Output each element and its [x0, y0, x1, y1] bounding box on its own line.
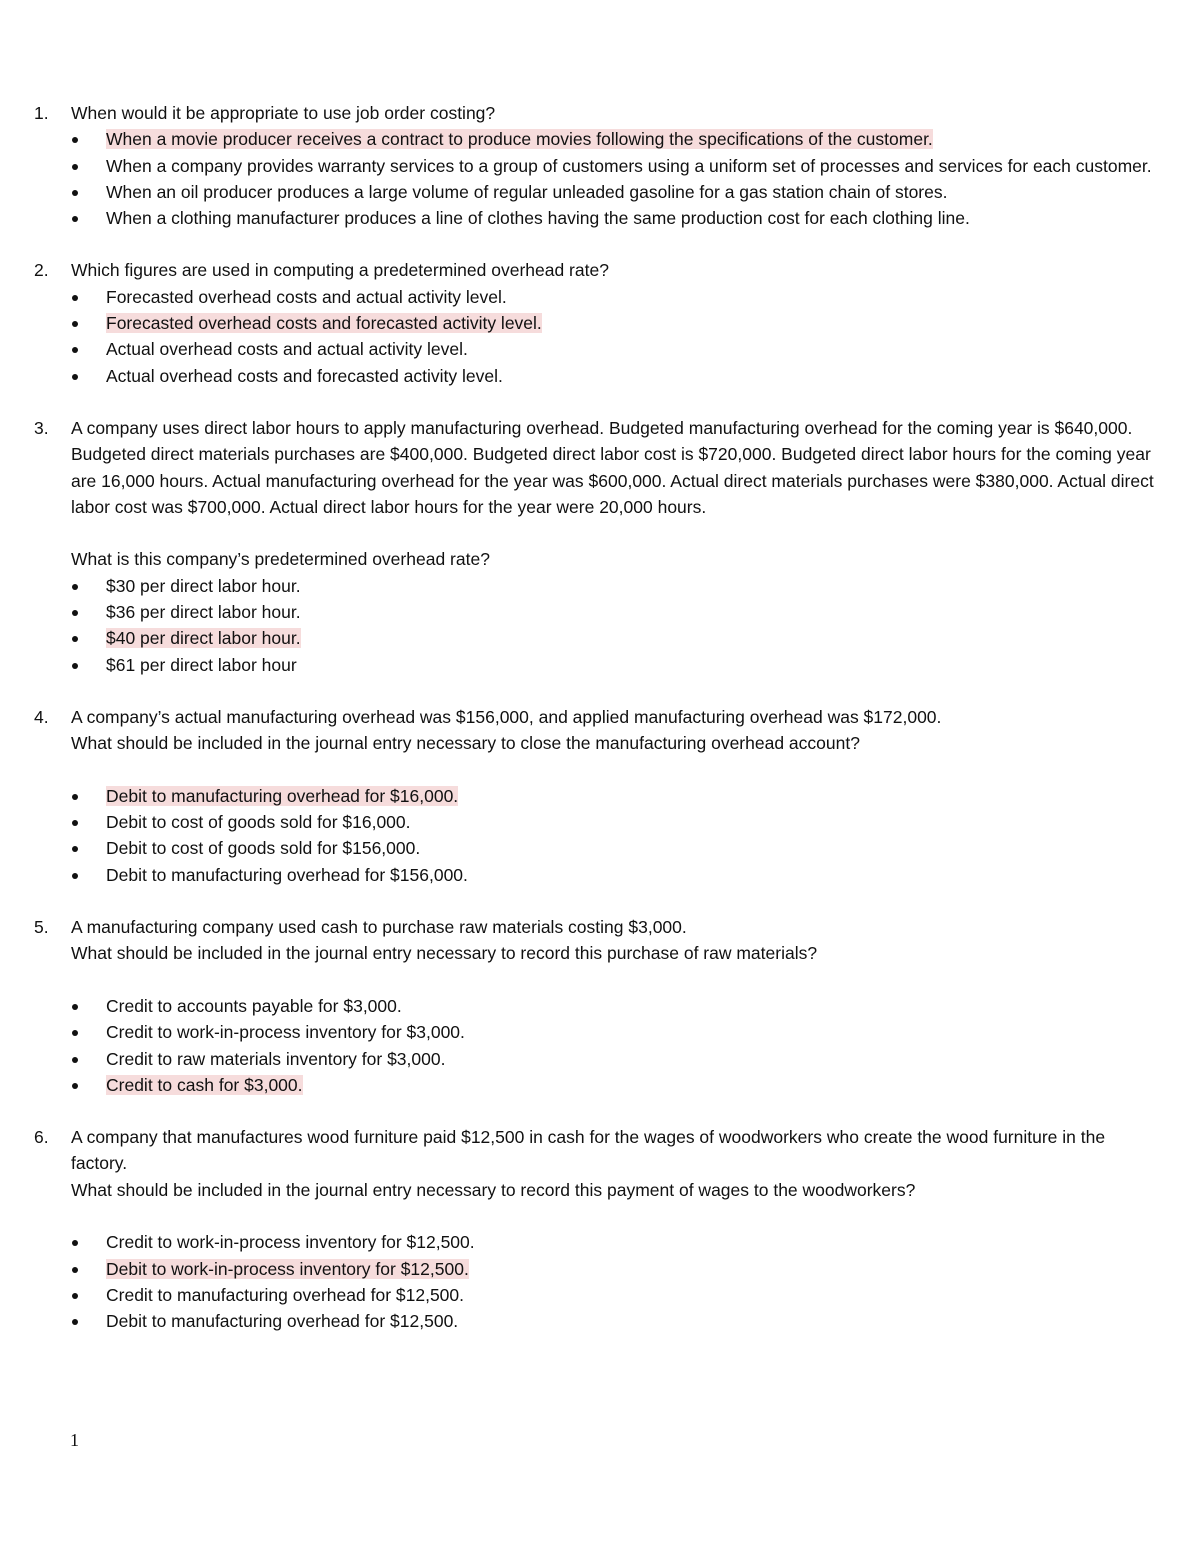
- option-text: Debit to work-in-process inventory for $12,500.: [106, 1258, 469, 1279]
- bullet-icon: [72, 610, 78, 616]
- option-text: Credit to raw materials inventory for $3,000.: [106, 1048, 446, 1069]
- bullet-icon: [72, 794, 78, 800]
- option-text: $30 per direct labor hour.: [106, 575, 301, 596]
- question-number: 1.: [34, 103, 49, 123]
- bullet-icon: [72, 164, 78, 170]
- option-item: [71, 599, 1154, 625]
- option-item: [71, 1256, 1154, 1282]
- question-prompt: What should be included in the journal entry necessary to close the manufacturing overhead account?: [71, 733, 860, 754]
- option-text: Credit to accounts payable for $3,000.: [106, 995, 402, 1016]
- page-number: 1: [70, 1430, 79, 1450]
- option-text: Credit to cash for $3,000.: [106, 1074, 303, 1095]
- option-list: [71, 573, 1154, 678]
- bullet-icon: [72, 1240, 78, 1246]
- option-item: [71, 284, 1154, 310]
- question-list: [34, 100, 1154, 1360]
- option-list: [71, 993, 1154, 1098]
- option-item: [71, 1282, 1154, 1308]
- bullet-icon: [72, 321, 78, 327]
- option-text: Credit to work-in-process inventory for $3,000.: [106, 1022, 465, 1043]
- bullet-icon: [72, 663, 78, 669]
- option-item: [71, 310, 1154, 336]
- question-text: A company that manufactures wood furniture paid $12,500 in cash for the wages of woodworkers who create the wood furniture in the factory.: [71, 1127, 1106, 1174]
- option-item: [71, 336, 1154, 362]
- option-item: [71, 1046, 1154, 1072]
- option-text: $61 per direct labor hour: [106, 654, 297, 675]
- question-text: Which figures are used in computing a predetermined overhead rate?: [71, 260, 609, 281]
- bullet-icon: [72, 1293, 78, 1299]
- option-text: Credit to manufacturing overhead for $12,500.: [106, 1284, 464, 1305]
- bullet-icon: [72, 190, 78, 196]
- option-list: [71, 284, 1154, 389]
- question-prompt: What is this company’s predetermined overhead rate?: [71, 549, 490, 570]
- option-text: Credit to work-in-process inventory for $12,500.: [106, 1232, 475, 1253]
- option-list: [71, 783, 1154, 888]
- option-text: When a movie producer receives a contract to produce movies following the specifications of the customer.: [106, 129, 933, 150]
- option-item: [71, 783, 1154, 809]
- option-item: [71, 809, 1154, 835]
- option-text: When a clothing manufacturer produces a line of clothes having the same production cost for each clothing line.: [106, 208, 970, 229]
- bullet-icon: [72, 846, 78, 852]
- question-number: 5.: [34, 917, 49, 938]
- option-text: When a company provides warranty services to a group of customers using a uniform set of processes and services for each customer.: [106, 155, 1152, 176]
- option-text: Forecasted overhead costs and forecasted activity level.: [106, 313, 542, 334]
- option-text: Debit to cost of goods sold for $16,000.: [106, 812, 411, 833]
- option-item: [71, 1308, 1154, 1334]
- bullet-icon: [72, 137, 78, 143]
- question-3: [34, 415, 1154, 678]
- option-text: Actual overhead costs and actual activity level.: [106, 339, 468, 360]
- option-item: [71, 1019, 1154, 1045]
- bullet-icon: [72, 1083, 78, 1089]
- option-text: Debit to manufacturing overhead for $156,000.: [106, 864, 468, 885]
- question-text: A company uses direct labor hours to apply manufacturing overhead. Budgeted manufacturing overhead for the coming year is $640,000. Budgeted direct materials purchases are $400,000. Budgeted direct labor cost is $720,000. Budgeted direct labor hours for the coming year are 16,000 hours. Actual manufacturing overhead for the year was $600,000. Actual direct materials purchases were $380,000. Actual direct labor cost was $700,000. Actual direct labor hours for the year were 20,000 hours.: [71, 417, 1154, 517]
- question-number: 3.: [34, 417, 49, 438]
- option-item: [71, 652, 1154, 678]
- question-prompt: What should be included in the journal entry necessary to record this payment of wages to the woodworkers?: [71, 1179, 916, 1200]
- option-text: $36 per direct labor hour.: [106, 602, 301, 623]
- bullet-icon: [72, 1030, 78, 1036]
- option-text: Debit to manufacturing overhead for $12,500.: [106, 1311, 459, 1332]
- bullet-icon: [72, 1057, 78, 1063]
- bullet-icon: [72, 820, 78, 826]
- option-item: [71, 993, 1154, 1019]
- option-item: [71, 862, 1154, 888]
- question-6: [34, 1124, 1154, 1334]
- question-text: When would it be appropriate to use job order costing?: [71, 103, 496, 123]
- question-number: 4.: [34, 706, 49, 727]
- option-text: Actual overhead costs and forecasted activity level.: [106, 365, 503, 386]
- question-text: A company’s actual manufacturing overhead was $156,000, and applied manufacturing overhead was $172,000.: [71, 706, 942, 727]
- bullet-icon: [72, 1319, 78, 1325]
- question-2: [34, 257, 1154, 388]
- bullet-icon: [72, 374, 78, 380]
- option-item: [71, 153, 1154, 179]
- bullet-icon: [72, 295, 78, 301]
- option-item: [71, 205, 1154, 231]
- option-item: [71, 179, 1154, 205]
- option-list: [71, 1229, 1154, 1334]
- option-text: $40 per direct labor hour.: [106, 628, 301, 649]
- option-text: Debit to manufacturing overhead for $16,000.: [106, 785, 459, 806]
- option-text: Forecasted overhead costs and actual activity level.: [106, 286, 507, 307]
- bullet-icon: [72, 347, 78, 353]
- option-item: [71, 835, 1154, 861]
- question-number: 6.: [34, 1127, 49, 1148]
- option-item: [71, 1072, 1154, 1098]
- bullet-icon: [72, 636, 78, 642]
- option-item: [71, 573, 1154, 599]
- bullet-icon: [72, 873, 78, 879]
- bullet-icon: [72, 1267, 78, 1273]
- question-4: [34, 704, 1154, 888]
- option-text: When an oil producer produces a large volume of regular unleaded gasoline for a gas station chain of stores.: [106, 181, 948, 202]
- option-text: Debit to cost of goods sold for $156,000.: [106, 838, 421, 859]
- question-prompt: What should be included in the journal entry necessary to record this purchase of raw materials?: [71, 943, 818, 964]
- question-5: [34, 914, 1154, 1098]
- question-1: [34, 100, 1154, 231]
- option-item: [71, 625, 1154, 651]
- bullet-icon: [72, 1004, 78, 1010]
- option-list: [71, 126, 1154, 231]
- bullet-icon: [72, 584, 78, 590]
- bullet-icon: [72, 216, 78, 222]
- question-number: 2.: [34, 260, 49, 281]
- option-item: [71, 363, 1154, 389]
- option-item: [71, 1229, 1154, 1255]
- option-item: [71, 126, 1154, 152]
- question-text: A manufacturing company used cash to purchase raw materials costing $3,000.: [71, 917, 687, 938]
